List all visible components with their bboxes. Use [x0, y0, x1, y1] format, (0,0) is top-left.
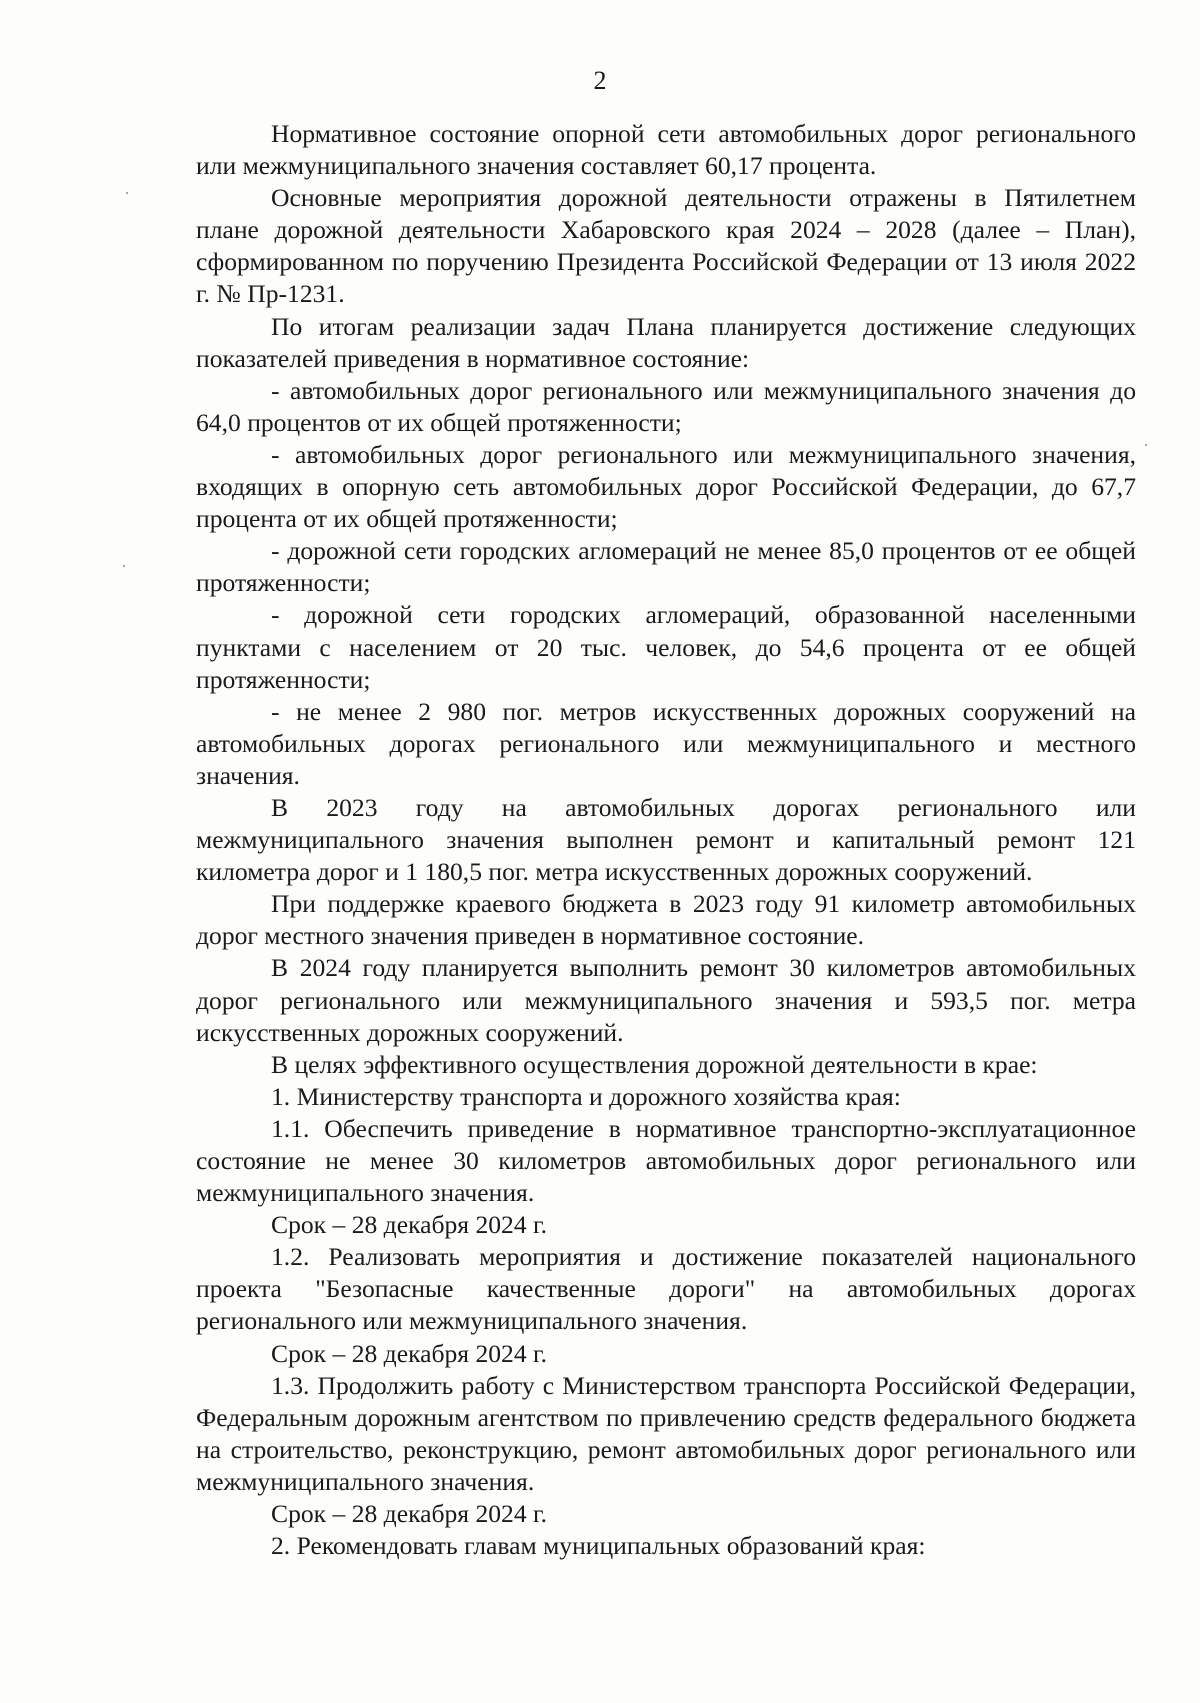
scan-speck [123, 565, 125, 567]
paragraph-goals-intro: В целях эффективного осуществления дорожной деятельности в крае: [271, 1049, 1038, 1079]
paragraph-road-network-status: Нормативное состояние опорной сети автомобильных дорог регионального или межмуниципального значения составляет 60,17 процента. [196, 119, 1136, 181]
list-item-urban-agglomerations: - дорожной сети городских агломераций не менее 85,0 процентов от ее общей протяженности; [196, 536, 1136, 598]
deadline-1-3: Срок – 28 декабря 2024 г. [271, 1499, 548, 1529]
list-item-agglomeration-settlements: - дорожной сети городских агломераций, образованной населенными пунктами с населением от 20 тыс. человек, до 54,6 процента от ее общей протяженности; [196, 600, 1136, 694]
paragraph-five-year-plan: Основные мероприятия дорожной деятельности отражены в Пятилетнем плане дорожной деятельности Хабаровского края 2024 – 2028 (далее – План), сформированном по поручению Президента Российской Федерации от 13 июля 2022 г. № Пр-1231. [196, 183, 1136, 309]
item-1-2: 1.2. Реализовать мероприятия и достижение показателей национального проекта "Безопасные качественные дороги" на автомобильных дорогах регионального или межмуниципального значения. [196, 1242, 1136, 1336]
list-item-artificial-structures: - не менее 2 980 пог. метров искусственных дорожных сооружений на автомобильных дорогах регионального или межмуниципального и местного значения. [196, 696, 1136, 790]
item-2-recommendation: 2. Рекомендовать главам муниципальных образований края: [271, 1531, 926, 1561]
paragraph-plan-results: По итогам реализации задач Плана планируется достижение следующих показателей приведения в нормативное состояние: [196, 311, 1136, 373]
document-body [196, 118, 1136, 1562]
page-number: 2 [593, 66, 607, 95]
list-item-backbone-network: - автомобильных дорог регионального или межмуниципального значения, входящих в опорную сеть автомобильных дорог Российской Федерации, до 67,7 процента от их общей протяженности; [196, 439, 1136, 534]
item-1-1: 1.1. Обеспечить приведение в нормативное транспортно-эксплуатационное состояние не менее 30 километров автомобильных дорог регионального или межмуниципального значения. [196, 1113, 1136, 1208]
item-1-ministry: 1. Министерству транспорта и дорожного хозяйства края: [271, 1081, 901, 1111]
item-1-3: 1.3. Продолжить работу с Министерством транспорта Российской Федерации, Федеральным дорожным агентством по привлечению средств федерального бюджета на строительство, реконструкцию, ремонт автомобильных дорог регионального или межмуниципального значения. [196, 1370, 1136, 1496]
paragraph-regional-budget-support: При поддержке краевого бюджета в 2023 году 91 километр автомобильных дорог местного значения приведен в нормативное состояние. [196, 889, 1136, 951]
scan-speck [1145, 444, 1147, 446]
paragraph-2024-plans: В 2024 году планируется выполнить ремонт 30 километров автомобильных дорог регионального или межмуниципального значения и 593,5 пог. метра искусственных дорожных сооружений. [196, 953, 1136, 1047]
deadline-1-1: Срок – 28 декабря 2024 г. [271, 1210, 548, 1240]
deadline-1-2: Срок – 28 декабря 2024 г. [271, 1338, 548, 1368]
scan-speck [126, 192, 128, 194]
paragraph-2023-repairs: В 2023 году на автомобильных дорогах регионального или межмуниципального значения выполнен ремонт и капитальный ремонт 121 километра дорог и 1 180,5 пог. метра искусственных дорожных сооружений. [196, 792, 1136, 887]
list-item-regional-roads: - автомобильных дорог регионального или межмуниципального значения до 64,0 процентов от их общей протяженности; [196, 375, 1136, 437]
